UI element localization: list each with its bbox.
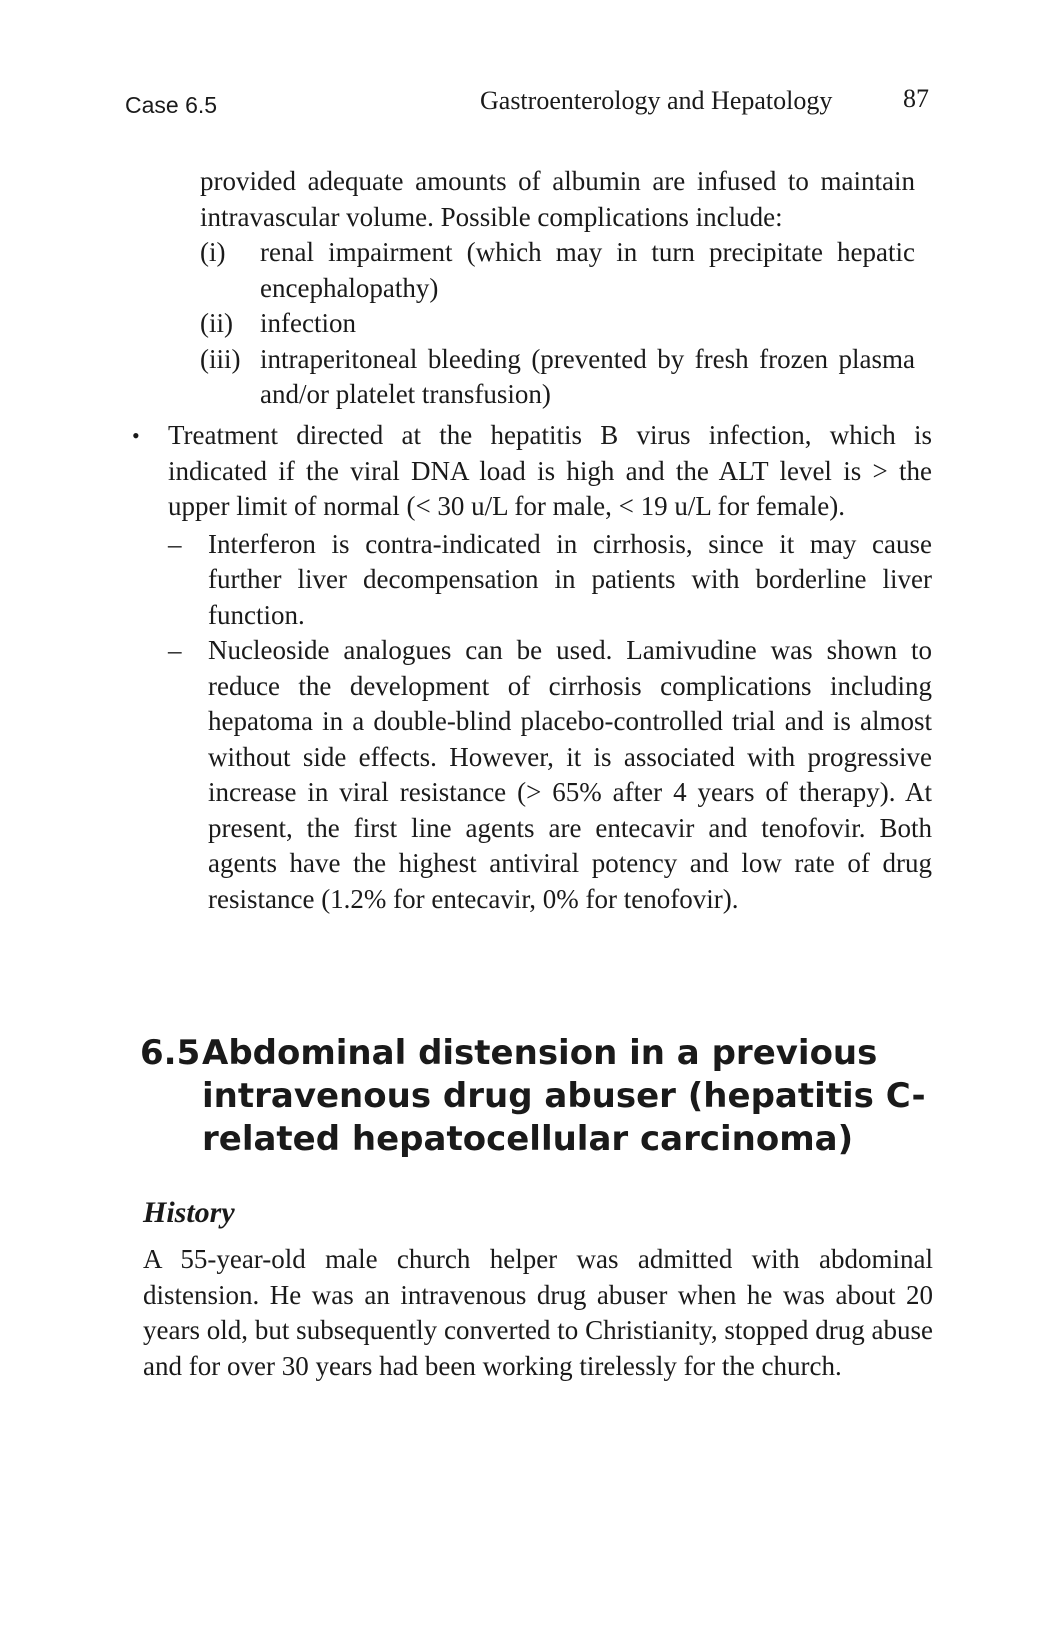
list-item: [200, 306, 915, 342]
item-text: intraperitoneal bleeding (prevented by fresh frozen plasma and/or platelet transfusion): [260, 343, 915, 409]
item-text: renal impairment (which may in turn precipitate hepatic encephalopathy): [260, 237, 915, 303]
complications-list: [200, 235, 915, 413]
page-number: 87: [903, 84, 929, 113]
bullet-icon: •: [132, 423, 140, 448]
dash-icon: –: [168, 635, 182, 665]
item-number: (ii): [200, 308, 233, 338]
dash-list: [168, 527, 932, 918]
section-heading: [140, 1032, 930, 1161]
list-item: [200, 235, 915, 306]
section-number: 6.5: [140, 1033, 201, 1073]
treatment-bullet: [132, 418, 932, 917]
continuation-block: [200, 164, 915, 413]
list-item: [200, 342, 915, 413]
subitem-text: Interferon is contra-indicated in cirrhosis, since it may cause further liver decompensation in patients with borderline liver function.: [208, 528, 932, 630]
history-heading: History: [143, 1196, 235, 1229]
case-label: Case 6.5: [125, 92, 218, 118]
list-item: [168, 633, 932, 917]
dash-icon: –: [168, 528, 182, 559]
list-item: [168, 527, 932, 634]
bullet-text: Treatment directed at the hepatitis B virus infection, which is indicated if the viral DNA load is high and the ALT level is > the upper limit of normal (< 30 u/L for male, < 19 u/L for female).: [168, 420, 932, 521]
section-title: Abdominal distension in a previous intravenous drug abuser (hepatitis C-related hepatocellular carcinoma): [202, 1033, 926, 1159]
history-paragraph: A 55-year-old male church helper was admitted with abdominal distension. He was an intravenous drug abuser when he was about 20 years old, but subsequently converted to Christianity, stopped drug abuse and for over 30 years had been working tirelessly for the church.: [143, 1244, 933, 1381]
running-header: [125, 86, 929, 126]
subitem-text: Nucleoside analogues can be used. Lamivudine was shown to reduce the development of cirrhosis complications including hepatoma in a double-blind placebo-controlled trial and is almost without side effects. However, it is associated with progressive increase in viral resistance (> 65% after 4 years of therapy). At present, the first line agents are entecavir and tenofovir. Both agents have the highest antiviral potency and low rate of drug resistance (1.2% for entecavir, 0% for tenofovir).: [208, 635, 932, 914]
item-number: (iii): [200, 343, 241, 374]
continuation-paragraph: provided adequate amounts of albumin are infused to maintain intravascular volume. Possible complications include:: [200, 166, 915, 232]
bullet-item: [132, 418, 932, 917]
chapter-title: Gastroenterology and Hepatology: [480, 86, 833, 115]
item-text: infection: [260, 308, 356, 338]
item-number: (i): [200, 237, 226, 267]
